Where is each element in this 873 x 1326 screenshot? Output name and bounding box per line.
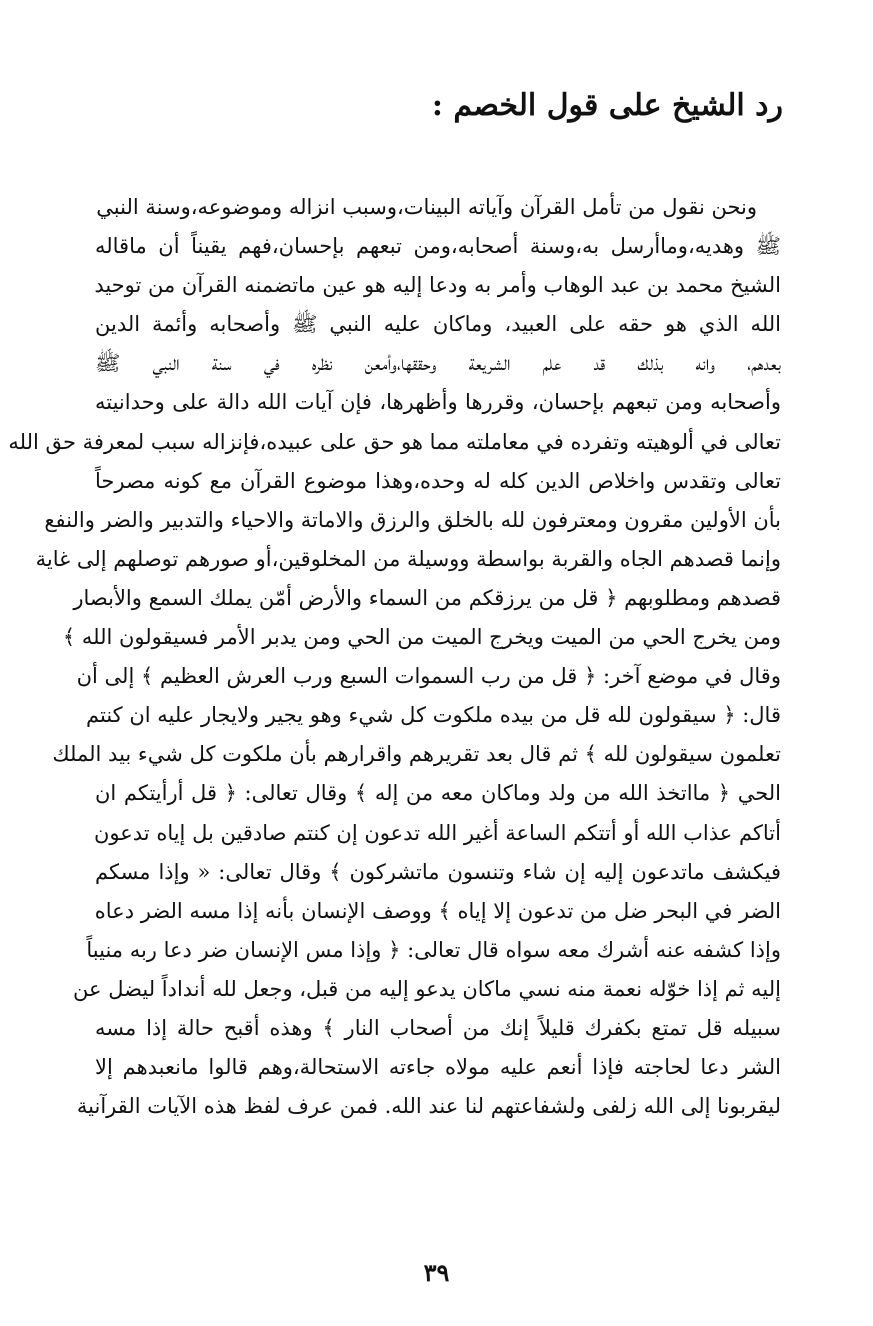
text-line: ليقربونا إلى الله زلفى ولشفاعتهم لنا عند الله. فمن عرف لفظ هذه الآيات القرآنية	[76, 1094, 781, 1119]
text-line: بأن الأولين مقرون ومعترفون لله بالخلق والرزق والاماتة والاحياء والتدبير والضر والنفع	[44, 507, 781, 532]
text-line: إليه ثم إذا خوّله نعمة منه نسي ماكان يدعو إليه من قبل، وجعل لله أنداداً ليضل عن	[73, 976, 781, 1001]
text-line: ونحن نقول من تأمل القرآن وآياته البينات،وسبب انزاله وموضوعه،وسنة النبي	[96, 195, 757, 219]
text-line: قال: ﴿ سيقولون لله قل من بيده ملكوت كل شيء وهو يجير ولايجار عليه ان كنتم	[86, 703, 781, 728]
text-line: ﷺ وهديه،وماأرسل به،وسنة أصحابه،ومن تبعهم بإحسان،فهم يقيناً أن ماقاله	[95, 234, 781, 259]
text-line: الشيخ محمد بن عبد الوهاب وأمر به ودعا إليه هو عين ماتضمنه القرآن من توحيد	[94, 273, 781, 298]
body-text	[8, 188, 781, 1126]
text-line: سبيله قل تمتع بكفرك قليلاً إنك من أصحاب النار ﴾ وهذه أقبح حالة إذا مسه	[95, 1015, 781, 1040]
section-heading: رد الشيخ على قول الخصم :	[431, 88, 783, 123]
text-line: فيكشف ماتدعون إليه إن شاء وتنسون ماتشركون ﴾ وقال تعالى: « وإذا مسكم	[95, 859, 781, 884]
text-line: ومن يخرج الحي من الميت ويخرج الميت من الحي ومن يدبر الأمر فسيقولون الله ﴾	[62, 625, 781, 650]
text-line: وقال في موضع آخر: ﴿ قل من رب السموات السبع ورب العرش العظيم ﴾ إلى أن	[76, 664, 781, 689]
text-line: بعدهم، وانه بذلك قد علم الشريعة وحققها،وأمعن نظره في سنة النبي ﷺ	[95, 351, 781, 376]
text-line: الضر في البحر ضل من تدعون إلا إياه ﴾ ووصف الإنسان بأنه إذا مسه الضر دعاه	[94, 898, 781, 923]
text-line: الله الذي هو حقه على العبيد، وماكان عليه النبي ﷺ وأصحابه وأئمة الدين	[95, 312, 781, 337]
text-line: تعلمون سيقولون لله ﴾ ثم قال بعد تقريرهم واقرارهم بأن ملكوت كل شيء بيد الملك	[52, 742, 781, 767]
page-number: ٣٩	[423, 1258, 450, 1287]
text-line: وإذا كشفه عنه أشرك معه سواه قال تعالى: ﴿ وإذا مس الإنسان ضر دعا ربه منيباً	[86, 937, 781, 962]
text-line: قصدهم ومطلوبهم ﴿ قل من يرزقكم من السماء والأرض أمّن يملك السمع والأبصار	[73, 585, 781, 610]
text-line: الحي ﴿ مااتخذ الله من ولد وماكان معه من إله ﴾ وقال تعالى: ﴿ قل أرأيتكم ان	[95, 781, 781, 806]
text-line: وإنما قصدهم الجاه والقربة بواسطة ووسيلة من المخلوقين،أو صورهم توصلهم إلى غاية	[35, 546, 781, 571]
text-line: الشر دعا لحاجته فإذا أنعم عليه مولاه جاءته الاستحالة،وهم قالوا مانعبدهم إلا	[95, 1055, 781, 1080]
text-line: وأصحابه ومن تبعهم بإحسان، وقررها وأظهرها، فإن آيات الله دالة على وحدانيته	[95, 390, 781, 415]
text-line: تعالى في ألوهيته وتفرده في معاملته مما هو حق على عبيده،فإنزاله سبب لمعرفة حق الله	[8, 429, 781, 454]
text-line: أتاكم عذاب الله أو أتتكم الساعة أغير الله تدعون إن كنتم صادقين بل إياه تدعون	[93, 820, 781, 845]
text-line: تعالى وتقدس واخلاص الدين كله له وحده،وهذا موضوع القرآن مع كونه مصرحاً	[95, 468, 781, 493]
